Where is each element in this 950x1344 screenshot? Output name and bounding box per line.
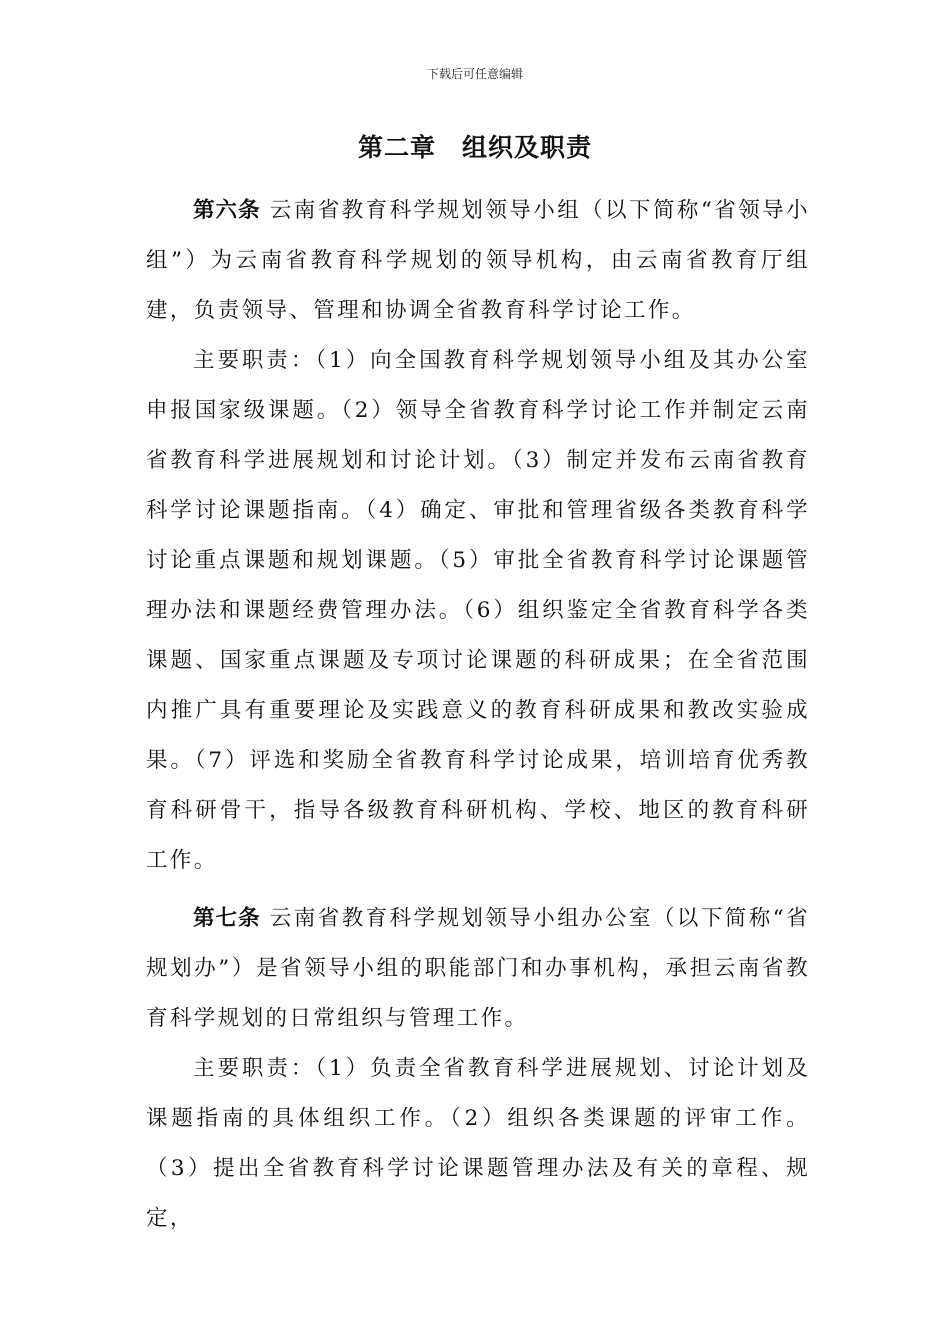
article-6-section <box>146 186 810 886</box>
article-7-paragraph <box>146 894 810 1044</box>
article-6-paragraph <box>146 186 810 336</box>
article-6-text: 云南省教育科学规划领导小组（以下简称“省领导小组”）为云南省教育科学规划的领导机构，由云南省教育厅组建，负责领导、管理和协调全省教育科学讨论工作。 <box>146 198 810 323</box>
article-6-label: 第六条 <box>193 198 261 223</box>
chapter-number: 第二章 <box>357 133 436 162</box>
article-7-duties: 主要职责：（1）负责全省教育科学进展规划、讨论计划及课题指南的具体组织工作。（2）组织各类课题的评审工作。（3）提出全省教育科学讨论课题管理办法及有关的章程、规定， <box>146 1056 810 1231</box>
article-7-text: 云南省教育科学规划领导小组办公室（以下简称“省规划办”）是省领导小组的职能部门和办事机构，承担云南省教育科学规划的日常组织与管理工作。 <box>146 906 810 1031</box>
article-7-label: 第七条 <box>193 906 261 931</box>
article-7-section <box>146 894 810 1244</box>
chapter-title <box>0 131 950 165</box>
header-note: 下载后可任意编辑 <box>426 67 523 81</box>
article-6-duties: 主要职责：（1）向全国教育科学规划领导小组及其办公室申报国家级课题。（2）领导全省教育科学讨论工作并制定云南省教育科学进展规划和讨论计划。（3）制定并发布云南省教育科学讨论课题指南。（4）确定、审批和管理省级各类教育科学讨论重点课题和规划课题。（5）审批全省教育科学讨论课题管理办法和课题经费管理办法。（6）组织鉴定全省教育科学各类课题、国家重点课题及专项讨论课题的科研成果；在全省范围内推广具有重要理论及实践意义的教育科研成果和教改实验成果。（7）评选和奖励全省教育科学讨论成果，培训培育优秀教育科研骨干，指导各级教育科研机构、学校、地区的教育科研工作。 <box>146 348 810 873</box>
chapter-name: 组织及职责 <box>462 133 593 162</box>
